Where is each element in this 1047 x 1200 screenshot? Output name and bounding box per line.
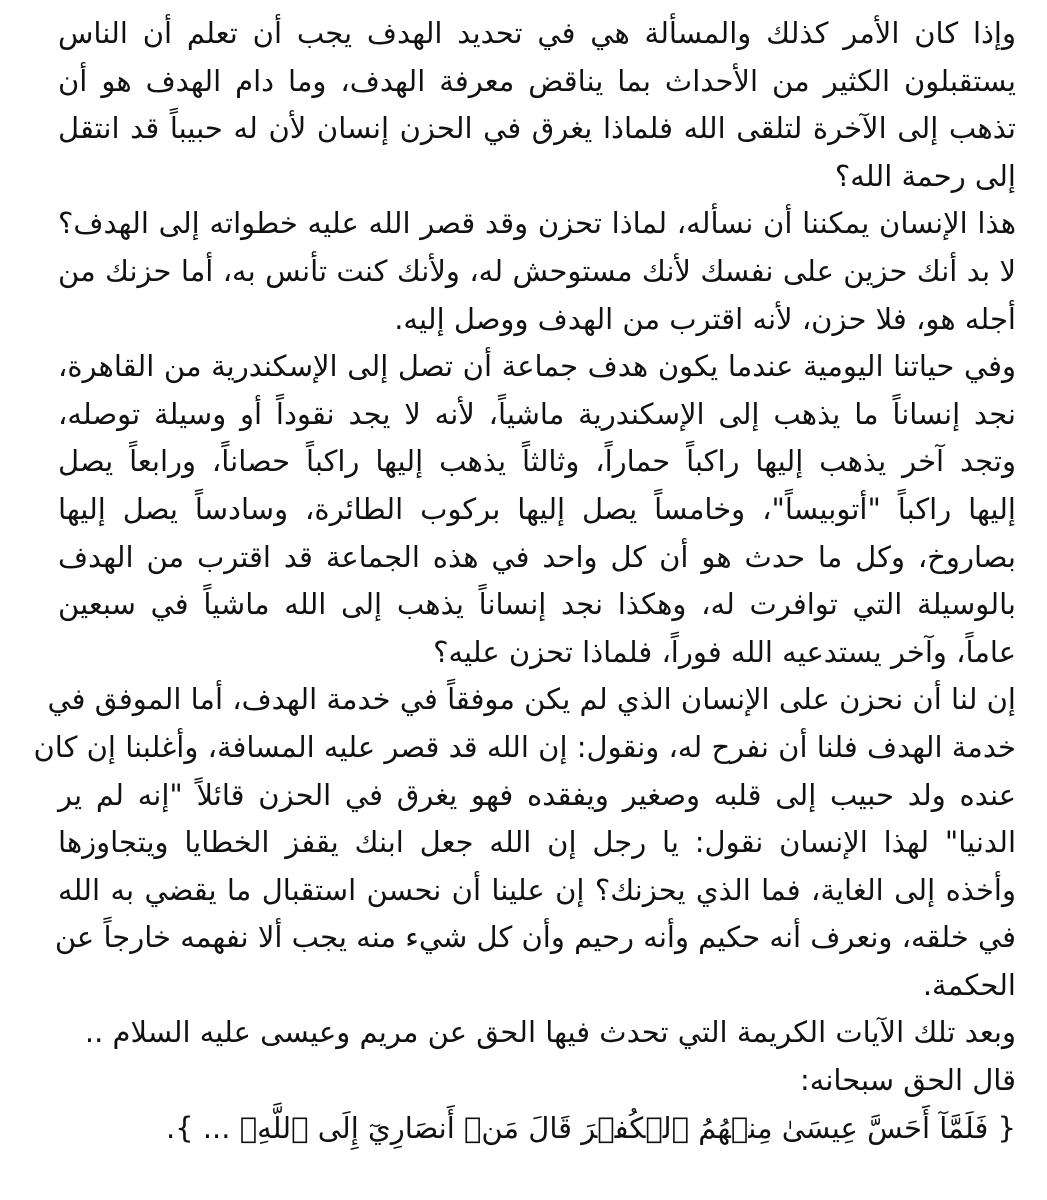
text-line: يستقبلون الكثير من الأحداث بما يناقض معرفة الهدف، وما دام الهدف هو أن: [58, 63, 1016, 98]
text-line: وإذا كان الأمر كذلك والمسألة هي في تحديد الهدف يجب أن تعلم أن الناس: [58, 16, 1016, 50]
text-line: نجد إنساناً ما يذهب إلى الإسكندرية ماشياً، لأنه لا يجد نقوداً أو وسيلة توصله،: [58, 396, 1016, 431]
text-line: إلى رحمة الله؟: [834, 158, 1016, 193]
text-line: أجله هو، فلا حزن، لأنه اقترب من الهدف ووصل إليه.: [394, 301, 1016, 336]
text-line: خدمة الهدف فلنا أن نفرح له، ونقول: إن الله قد قصر عليه المسافة، وأغلبنا إن كان: [33, 729, 1016, 764]
text-line: لا بد أنك حزين على نفسك لأنك مستوحش له، ولأنك كنت تأنس به، أما حزنك من: [58, 253, 1016, 288]
text-line: عاماً، وآخر يستدعيه الله فوراً، فلماذا تحزن عليه؟: [433, 634, 1016, 669]
quran-verse-line: { فَلَمَّآ أَحَسَّ عِيسَىٰ مِنۡهُمُ ٱلۡكُفۡرَ قَالَ مَنۡ أَنصَارِيٓ إِلَى ٱللَّهِۖ ... }.: [165, 1110, 1016, 1145]
text-line: بصاروخ، وكل ما حدث هو أن كل واحد في هذه الجماعة قد اقترب من الهدف: [58, 539, 1016, 574]
text-line: الحكمة.: [922, 967, 1016, 1002]
text-line: وأخذه إلى الغاية، فما الذي يحزنك؟ إن علينا أن نحسن استقبال ما يقضي به الله: [58, 872, 1016, 907]
text-line: وتجد آخر يذهب إليها راكباً حماراً، وثالثاً يذهب إليها راكباً حصاناً، ورابعاً يصل: [58, 444, 1016, 479]
text-line: إن لنا أن نحزن على الإنسان الذي لم يكن موفقاً في خدمة الهدف، أما الموفق في: [47, 682, 1016, 717]
text-line: الدنيا" لهذا الإنسان نقول: يا رجل إن الله جعل ابنك يقفز الخطايا ويتجاوزها: [58, 825, 1016, 860]
text-line: تذهب إلى الآخرة لتلقى الله فلماذا يغرق في الحزن إنسان لأن له حبيباً قد انتقل: [58, 111, 1016, 146]
text-line: وفي حياتنا اليومية عندما يكون هدف جماعة أن تصل إلى الإسكندرية من القاهرة،: [58, 349, 1016, 384]
text-line: هذا الإنسان يمكننا أن نسأله، لماذا تحزن وقد قصر الله عليه خطواته إلى الهدف؟: [58, 206, 1016, 241]
arabic-text-block: [33, 10, 1016, 1152]
text-line: بالوسيلة التي توافرت له، وهكذا نجد إنساناً يذهب إلى الله ماشياً في سبعين: [58, 587, 1016, 622]
text-line: إليها راكباً "أتوبيساً"، وخامساً يصل إليها بركوب الطائرة، وسادساً يصل إليها: [58, 491, 1016, 526]
text-line: قال الحق سبحانه:: [800, 1063, 1016, 1098]
text-line: عنده ولد حبيب إلى قلبه وصغير ويفقده فهو يغرق في الحزن قائلاً "إنه لم ير: [58, 777, 1016, 812]
text-line: في خلقه، ونعرف أنه حكيم وأنه رحيم وأن كل شيء منه يجب ألا نفهمه خارجاً عن: [54, 920, 1016, 955]
text-line: وبعد تلك الآيات الكريمة التي تحدث فيها الحق عن مريم وعيسى عليه السلام ..: [84, 1015, 1016, 1050]
